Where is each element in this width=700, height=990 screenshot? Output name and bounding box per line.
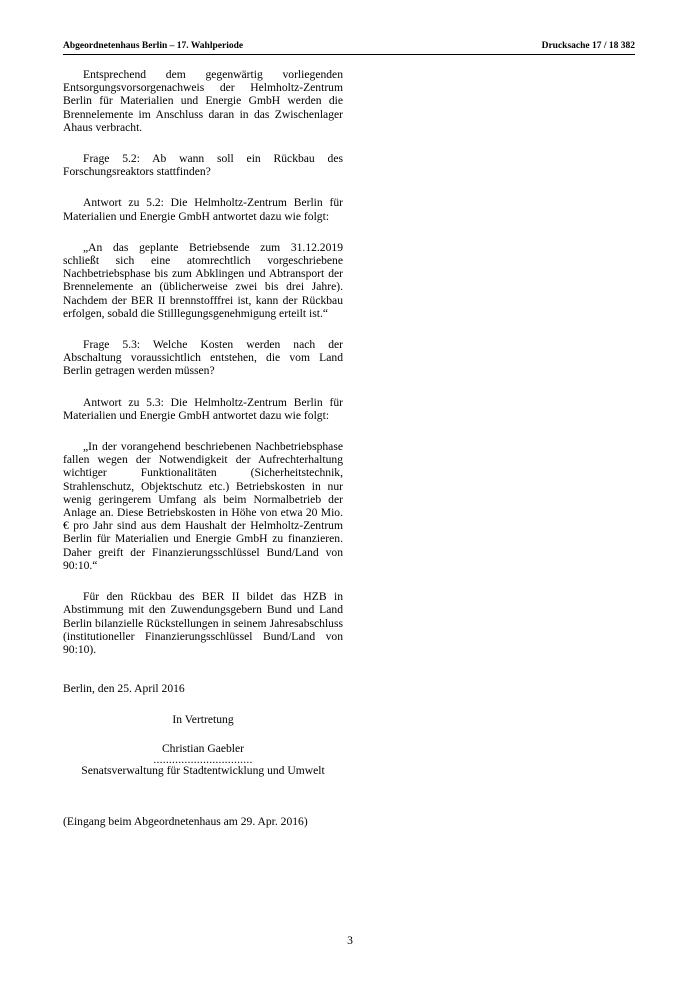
header-document-number: Drucksache 17 / 18 382 bbox=[541, 41, 635, 51]
signatory-name: Christian Gaebler bbox=[161, 741, 245, 755]
question-5-3: Frage 5.3: Welche Kosten werden nach der Abschaltung voraussichtlich entstehen, die vom Land Berlin getragen werden müssen? bbox=[63, 338, 343, 378]
page-number: 3 bbox=[347, 934, 353, 947]
header-parliament-title: Abgeordnetenhaus Berlin – 17. Wahlperiode bbox=[63, 41, 244, 51]
place-date: Berlin, den 25. April 2016 bbox=[63, 682, 185, 696]
answer-5-2-quote: „An das geplante Betriebsende zum 31.12.2019 schließt sich eine atomrechtlich vorgeschriebene Nachbetriebsphase bis zum Abklingen und Abtransport der Brennelemente an (üblicherweise zwei bis drei Jahre). Nachdem der BER II brennstofffrei ist, kann der Rückbau erfolgen, sobald die Stilllegungsgenehmigung erteilt ist.“ bbox=[63, 240, 343, 320]
header-divider bbox=[63, 54, 635, 55]
signature-block bbox=[63, 713, 343, 777]
answer-5-2-intro: Antwort zu 5.2: Die Helmholtz-Zentrum Berlin für Materialien und Energie GmbH antwortet dazu wie folgt: bbox=[63, 196, 343, 223]
paragraph-dismantling-provisions: Für den Rückbau des BER II bildet das HZB in Abstimmung mit den Zuwendungsgebern Bund und Land Berlin bilanzielle Rückstellungen in seinem Jahresabschluss (institutioneller Finanzierungsschlüssel Bund/Land von 90:10). bbox=[63, 590, 343, 656]
answer-5-3-intro: Antwort zu 5.3: Die Helmholtz-Zentrum Berlin für Materialien und Energie GmbH antwortet dazu wie folgt: bbox=[63, 395, 343, 422]
paragraph-disposal-evidence: Entsprechend dem gegenwärtig vorliegenden Entsorgungsvorsorgenachweis der Helmholtz-Zentrum Berlin für Materialien und Energie GmbH werden die Brennelemente im Anschluss daran in das Zwischenlager Ahaus verbracht. bbox=[63, 68, 343, 134]
signature-line: ................................ bbox=[153, 752, 253, 766]
answer-5-3-quote: „In der vorangehend beschriebenen Nachbetriebsphase fallen wegen der Notwendigkeit der Aufrechterhaltung wichtiger Funktionalitäten (Sicherheitstechnik, Strahlenschutz, Objektschutz etc.) Betriebskosten in nur wenig geringerem Umfang als beim Normalbetrieb der Anlage an. Diese Betriebskosten in Höhe von etwa 20 Mio. € pro Jahr sind aus dem Haushalt der Helmholtz-Zentrum Berlin für Materialien und Energie GmbH zu finanzieren. Daher greift der Finanzierungsschlüssel Bund/Land von 90:10.“ bbox=[63, 440, 343, 572]
question-5-2: Frage 5.2: Ab wann soll ein Rückbau des Forschungsreaktors stattfinden? bbox=[63, 152, 343, 179]
text-column bbox=[63, 68, 343, 846]
signatory-department: Senatsverwaltung für Stadtentwicklung und Umwelt bbox=[81, 763, 325, 777]
signature-representation: In Vertretung bbox=[172, 713, 234, 727]
receipt-note: (Eingang beim Abgeordnetenhaus am 29. Apr. 2016) bbox=[63, 814, 308, 828]
